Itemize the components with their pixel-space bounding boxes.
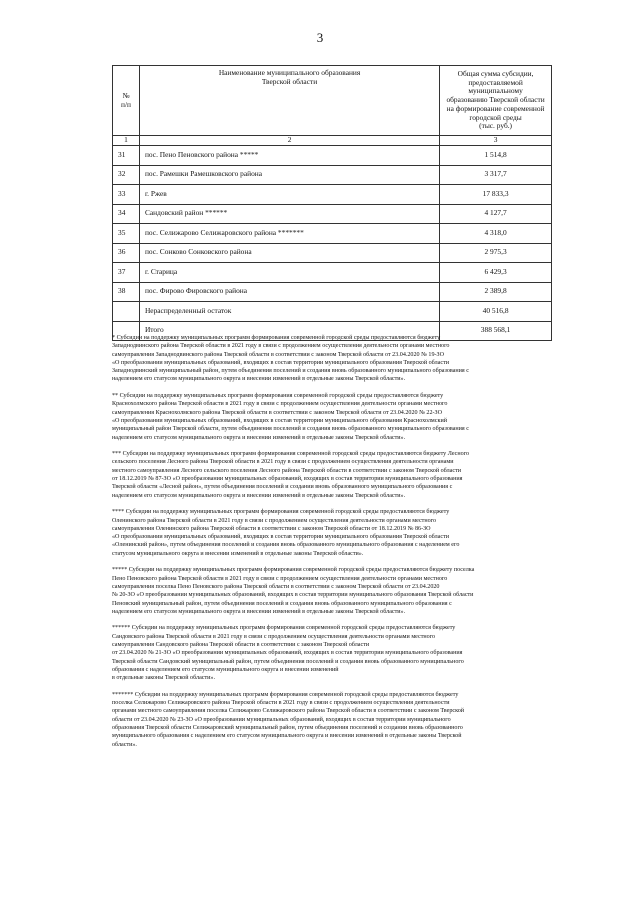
row-name-cell: Итого [139,321,439,341]
row-number-cell: 35 [113,224,140,244]
table-row [113,165,552,185]
table-row [113,185,552,205]
header-municipality: Наименование муниципального образования Тверской области [139,66,439,136]
footnote: ***** Субсидии на поддержку муниципальных программ формирования современной городской среды предоставляются бюджету поселка Пено Пеновского района Тверской области в 2021 году в связи с продолжением осуществления деятельности органами местного самоуправления поселка Пено Пеновского района Тверской области в соответствии с законом Тверской области от 23.04.2020 № 20-ЗО «О преобразовании муниципальных образований, входящих в состав территории муниципального образования Тверской области Пеновский муниципальный район, путем объединения поселений и создания вновь образованного муниципального образования с наделением его статусом муниципального округа и внесении изменений в отдельные законы Тверской области». [112,567,475,615]
row-name-cell: пос. Сонково Сонковского района [139,243,439,263]
row-number-cell: 34 [113,204,140,224]
table-row [113,204,552,224]
row-name-cell: Сандовский район ****** [139,204,439,224]
table-index-row [113,136,552,146]
index-cell: 3 [440,136,552,146]
row-number-cell: 37 [113,263,140,283]
index-cell: 1 [113,136,140,146]
row-number-cell: 31 [113,146,140,166]
footnotes [112,334,554,757]
footnote: *** Субсидии на поддержку муниципальных программ формирования современной городской среды предоставляются бюджету Лесного сельского поселения Лесного района Тверской области в 2021 году в связи с продолжением осуществления деятельности органами местного самоуправления Лесного сельского поселения Лесного района Тверской области в соответствии с законом Тверской области от 18.12.2019 № 87-ЗО «О преобразовании муниципальных образований, входящих в состав территории муниципального образования Тверской области «Лесной район», путем объединения поселений и создании вновь образованного муниципального образования с наделением его статусом муниципального округа и внесении изменений в отдельные законы Тверской области». [112,451,470,499]
footnote: ******* Субсидии на поддержку муниципальных программ формирования современной городской среды предоставляются бюджету поселка Селижарово Селижаровского района Тверской области в 2021 году в связи с продолжением осуществления деятельности органами местного самоуправления поселка Селижарово Селижаровского района Тверской области в соответствии с законом Тверской области от 23.04.2020 № 23-ЗО «О преобразовании муниципальных образований, входящих в состав территории муниципального образования Тверской области Селижаровский муниципальный район, путем объединения поселений и создании вновь образованного муниципального образования с наделением его статусом муниципального округа и внесении изменений в отдельные законы Тверской области». [112,691,465,748]
row-number-cell: 32 [113,165,140,185]
row-name-cell: пос. Пено Пеновского района ***** [139,146,439,166]
table-row [113,282,552,302]
row-name-cell: пос. Селижарово Селижаровского района ******* [139,224,439,244]
table-header-row [113,66,552,136]
row-number-cell [113,302,140,322]
row-amount-cell: 4 318,0 [440,224,552,244]
row-name-cell: Нераспределенный остаток [139,302,439,322]
header-subsidy-amount: Общая сумма субсидии, предоставляемой муниципальному образованию Тверской области на формирование современной городской среды (тыс. руб.) [440,66,552,136]
row-number-cell: 38 [113,282,140,302]
row-amount-cell: 6 429,3 [440,263,552,283]
row-number-cell: 36 [113,243,140,263]
row-name-cell: пос. Фирово Фировского района [139,282,439,302]
table-row [113,224,552,244]
row-amount-cell: 17 833,3 [440,185,552,205]
subsidy-table [112,65,552,341]
row-amount-cell: 1 514,8 [440,146,552,166]
table-row [113,146,552,166]
page-number: 3 [316,30,324,45]
footnote: ** Субсидии на поддержку муниципальных программ формирования современной городской среды предоставляются бюджету Краснохолмского района Тверской области в 2021 году в связи с продолжением осуществления деятельности органами местного самоуправления Краснохолмского района Тверской области в соответствии с законом Тверской области от 23.04.2020 № 22-ЗО «О преобразовании муниципальных образований, входящих в состав территории муниципального образования Краснохолмский муниципальный район Тверской области, путем объединения поселений и создания вновь образованного муниципального образования с наделением его статусом муниципального округа и внесении изменений в отдельные законы Тверской области». [112,393,469,441]
table-row [113,302,552,322]
row-number-cell: 33 [113,185,140,205]
header-number: № п/п [113,66,140,136]
row-amount-cell: 388 568,1 [440,321,552,341]
row-amount-cell: 40 516,8 [440,302,552,322]
row-amount-cell: 4 127,7 [440,204,552,224]
row-amount-cell: 3 317,7 [440,165,552,185]
table-row [113,243,552,263]
index-cell: 2 [139,136,439,146]
footnote: * Субсидии на поддержку муниципальных программ формирования современной городской среды предоставляются бюджету Западнодвинского района Тверской области в 2021 году в связи с продолжением осуществления деятельности органами местного самоуправления Западнодвинского района Тверской области в соответствии с законом Тверской области от 23.04.2020 № 19-ЗО «О преобразовании муниципальных образований, входящих в состав территории муниципального образования Тверской области Западнодвинский муниципальный район, путем объединения поселений и создания вновь образованного муниципального образования с наделением его статусом муниципального округа и внесении изменений в отдельные законы Тверской области». [112,335,469,383]
table-row [113,263,552,283]
row-name-cell: г. Старица [139,263,439,283]
row-amount-cell: 2 389,8 [440,282,552,302]
row-amount-cell: 2 975,3 [440,243,552,263]
footnote: **** Субсидии на поддержку муниципальных программ формирования современной городской среды предоставляются бюджету Оленинского района Тверской области в 2021 году в связи с продолжением осуществления деятельности органами местного самоуправления Оленинского района Тверской области в соответствии с законом Тверской области от 18.12.2019 № 86-ЗО «О преобразовании муниципальных образований, входящих в состав территории муниципального образования Тверской области «Оленинский район», путем объединения поселений и создания вновь образованного муниципального образования с наделением его статусом муниципального округа и внесении изменений в отдельные законы Тверской области». [112,509,460,557]
row-name-cell: пос. Рамешки Рамешковского района [139,165,439,185]
row-name-cell: г. Ржев [139,185,439,205]
footnote: ****** Субсидии на поддержку муниципальных программ формирования современной городской среды предоставляются бюджету Сандовского района Тверской области в 2021 году в связи с продолжением осуществления деятельности органами местного самоуправления Сандовского района Тверской области в соответствии с законом Тверской области от 23.04.2020 № 21-ЗО «О преобразовании муниципальных образований, входящих в состав территории муниципального образования Тверской области Сандовский муниципальный район, путем объединения поселений и создания вновь образованного муниципального образования с наделением его статусом муниципального округа и внесении изменений в отдельные законы Тверской области». [112,625,464,682]
